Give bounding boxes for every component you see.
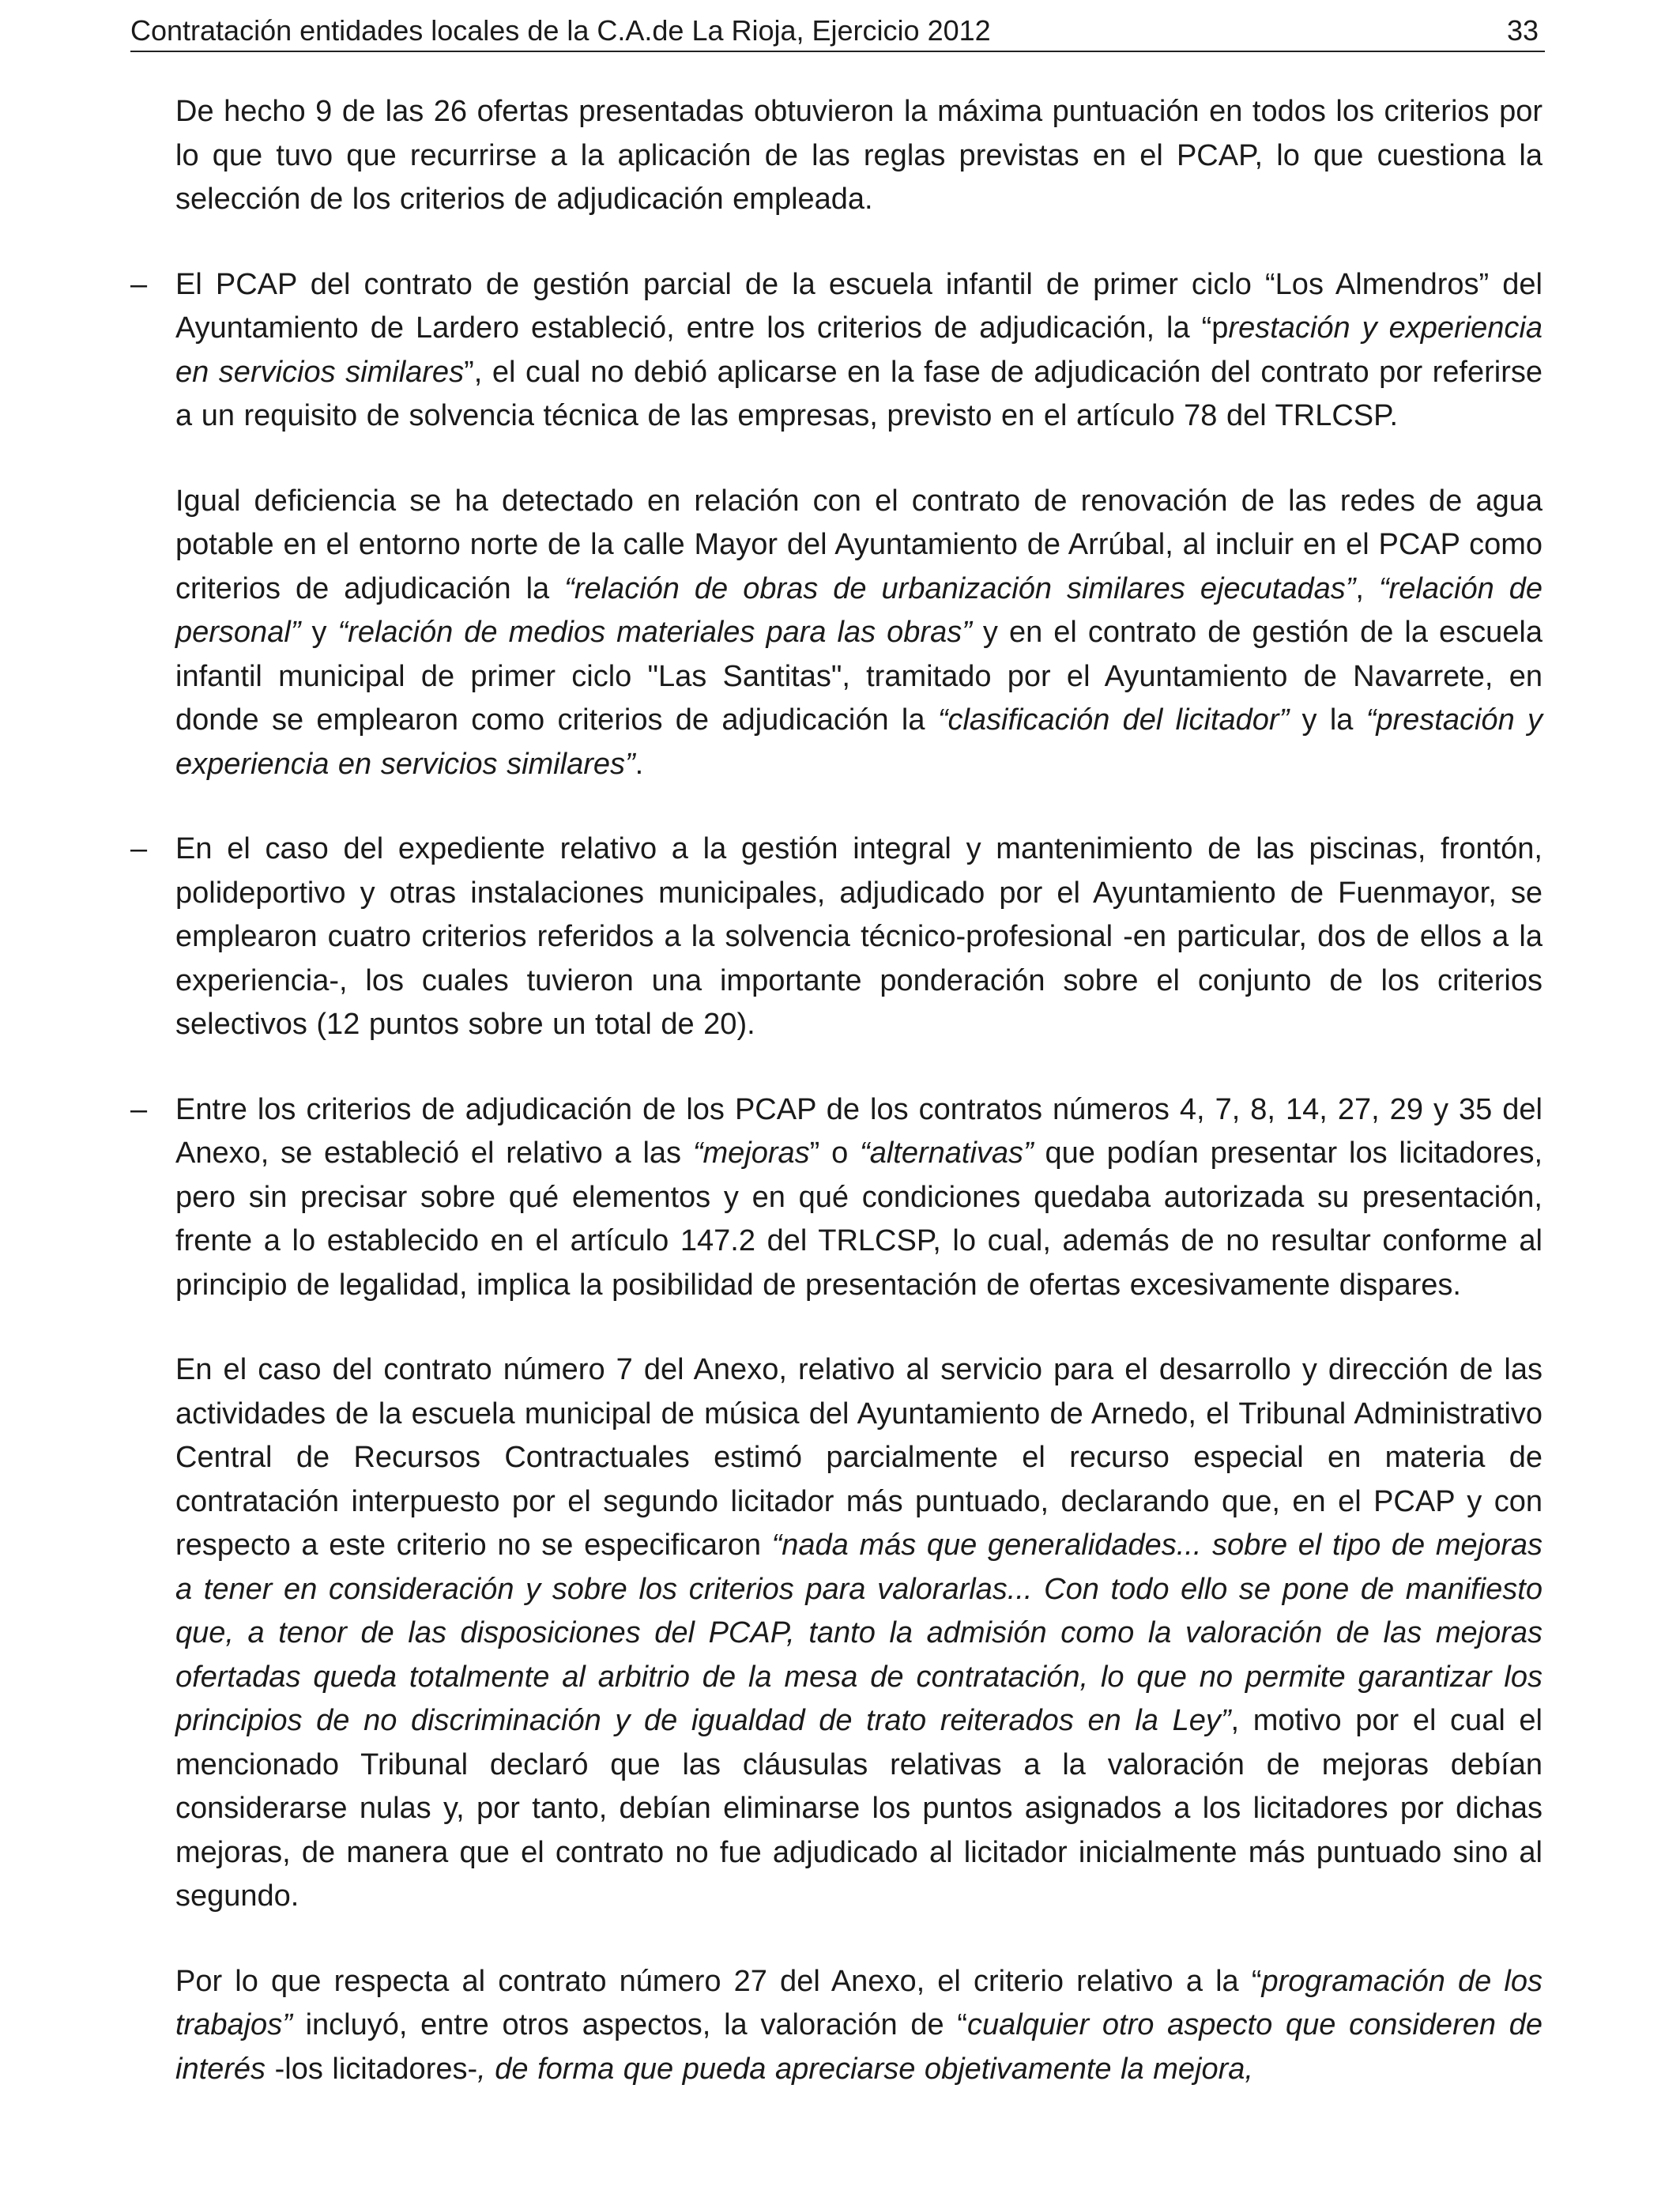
text-run: y la (1289, 703, 1366, 737)
bullet-dash: – (130, 832, 148, 865)
italic-quote: “relación de personal” (175, 571, 1543, 649)
text-run: y en el contrato de gestión de la escuela infantil municipal de primer ciclo "Las Santitas", tramitado por el Ayuntamiento de Navarrete, en donde se emplearon como criterios de adjudicación la (175, 616, 1543, 737)
text-run: ” o (809, 1137, 861, 1170)
paragraph-4 (175, 827, 1543, 1047)
page-header (130, 11, 1545, 52)
text-run: En el caso del expediente relativo a la gestión integral y mantenimiento de las piscinas, frontón, polideportivo y otras instalaciones municipales, adjudicado por el Ayuntamiento de Fuenmayor, se emplearon cuatro criterios referidos a la solvencia técnico-profesional -en particular, dos de ellos a la experiencia-, los cuales tuvieron una importante ponderación sobre el conjunto de los criterios selectivos (12 puntos sobre un total de 20). (175, 832, 1543, 1041)
italic-quote: “relación de obras de urbanización similares ejecutadas” (564, 571, 1356, 605)
italic-quote: “mejoras (692, 1137, 810, 1170)
italic-quote: cualquier otro aspecto que consideren de interés (175, 2008, 1543, 2086)
bullet-item-lardero (130, 263, 1543, 439)
text-run: Entre los criterios de adjudicación de los PCAP de los contratos números 4, 7, 8, 14, 27, 29 y 35 del Anexo, se estableció el relativo a las (175, 1092, 1543, 1170)
paragraph-3 (175, 480, 1543, 787)
text-run: que podían presentar los licitadores, pero sin precisar sobre qué elementos y en qué condiciones quedaba autorizada su presentación, frente a lo establecido en el artículo 147.2 del TRLCSP, lo cual, además de no resultar conforme al principio de legalidad, implica la posibilidad de presentación de ofertas excesivamente dispares. (175, 1137, 1543, 1302)
italic-quote: “alternativas” (860, 1137, 1034, 1170)
text-run: En el caso del contrato número 7 del Anexo, relativo al servicio para el desarrollo y dirección de las actividades de la escuela municipal de música del Ayuntamiento de Arnedo, el Tribunal Administrativo Central de Recursos Contractuales estimó parcialmente el recurso especial en materia de contratación interpuesto por el segundo licitador más puntuado, declarando que, en el PCAP y con respecto a este criterio no se especificaron (175, 1353, 1543, 1562)
paragraph-6 (175, 1348, 1543, 1919)
page-number: 33 (1506, 14, 1539, 47)
text-run: y (300, 616, 338, 649)
paragraph-5 (175, 1088, 1543, 1308)
header-title: Contratación entidades locales de la C.A.de La Rioja, Ejercicio 2012 (130, 14, 991, 47)
text-run: Por lo que respecta al contrato número 27 del Anexo, el criterio relativo a la “ (175, 1964, 1262, 1998)
italic-quote: “prestación y experiencia en servicios similares” (175, 703, 1543, 781)
italic-quote: programación de los trabajos” (175, 1964, 1543, 2041)
document-body (130, 90, 1543, 2091)
paragraph-7 (175, 1960, 1543, 2092)
bullet-item-fuenmayor (130, 827, 1543, 1047)
italic-quote: , de forma que pueda apreciarse objetivamente la mejora, (477, 2052, 1253, 2086)
italic-quote: restación y experiencia en servicios similares (175, 311, 1543, 389)
text-run: -los licitadores- (266, 2052, 478, 2086)
text-run: ”, el cual no debió aplicarse en la fase de adjudicación del contrato por referirse a un requisito de solvencia técnica de las empresas, previsto en el artículo 78 del TRLCSP. (175, 355, 1543, 432)
text-run: . (635, 747, 644, 781)
text-run: , (1355, 571, 1379, 605)
bullet-dash: – (130, 1092, 148, 1126)
italic-quote: “relación de medios materiales para las obras” (337, 616, 972, 649)
paragraph-2 (175, 263, 1543, 439)
paragraph-1 (175, 90, 1543, 222)
text-run: incluyó, entre otros aspectos, la valoración de “ (292, 2008, 967, 2041)
text-run: , motivo por el cual el mencionado Tribunal declaró que las cláusulas relativas a la valoración de mejoras debían considerarse nulas y, por tanto, debían eliminarse los puntos asignados a los licitadores por dichas mejoras, de manera que el contrato no fue adjudicado al licitador inicialmente más puntuado sino al segundo. (175, 1704, 1543, 1913)
text-run: Igual deficiencia se ha detectado en relación con el contrato de renovación de las redes de agua potable en el entorno norte de la calle Mayor del Ayuntamiento de Arrúbal, al incluir en el PCAP como criterios de adjudicación la (175, 484, 1543, 605)
italic-quote: “clasificación del licitador” (937, 703, 1290, 737)
text-run: De hecho 9 de las 26 ofertas presentadas obtuvieron la máxima puntuación en todos los criterios por lo que tuvo que recurrirse a la aplicación de las reglas previstas en el PCAP, lo que cuestiona la selección de los criterios de adjudicación empleada. (175, 95, 1543, 216)
text-run: El PCAP del contrato de gestión parcial de la escuela infantil de primer ciclo “Los Almendros” del Ayuntamiento de Lardero estableció, entre los criterios de adjudicación, la “p (175, 267, 1543, 345)
bullet-item-mejoras (130, 1088, 1543, 1308)
italic-quote: “nada más que generalidades... sobre el tipo de mejoras a tener en consideración y sobre los criterios para valorarlas... Con todo ello se pone de manifiesto que, a tenor de las disposiciones del PCAP, tanto la admisión como la valoración de las mejoras ofertadas queda totalmente al arbitrio de la mesa de contratación, lo que no permite garantizar los principios de no discriminación y de igualdad de trato reiterados en la Ley” (175, 1529, 1543, 1737)
bullet-dash: – (130, 267, 148, 301)
